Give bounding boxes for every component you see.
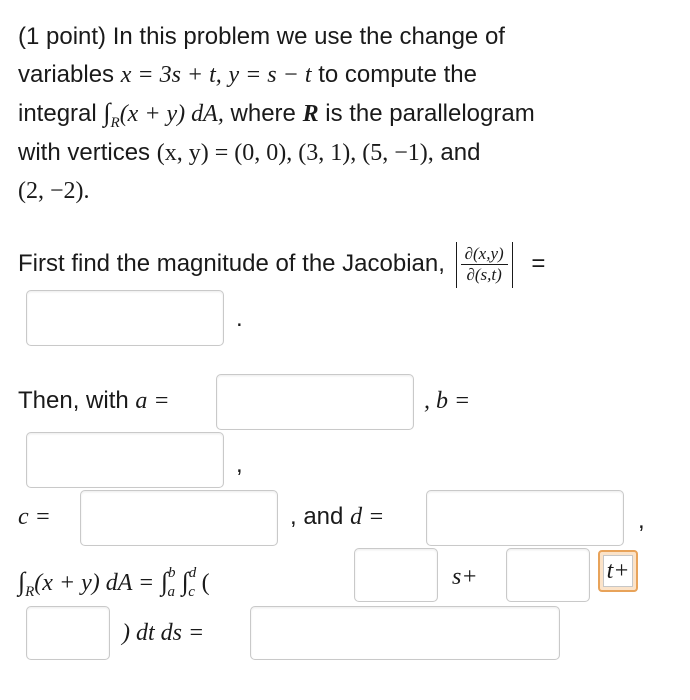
problem-line-4: [18, 138, 480, 168]
inner-upper-bound: d: [188, 565, 197, 581]
parallelogram-text: is the parallelogram: [325, 100, 535, 127]
lhs-expression: (x + y) dA =: [34, 570, 155, 596]
vertices-expression: (x, y) = (0, 0), (3, 1), (5, −1),: [156, 140, 434, 166]
and-d-line: [290, 502, 384, 532]
comma-after-b: ,: [236, 451, 243, 478]
integral-expression: (x + y) dA,: [119, 101, 224, 127]
and-text-2: , and: [290, 503, 344, 530]
s-plus-text: s+: [452, 564, 478, 590]
then-with-line: [18, 386, 170, 416]
problem-line-5: [18, 176, 90, 206]
y-equation: y = s − t: [228, 62, 312, 88]
region-subscript-lhs: R: [25, 583, 35, 600]
a-input[interactable]: [216, 374, 414, 430]
outer-upper-bound: b: [168, 565, 176, 581]
inner-lower-bound: c: [188, 583, 195, 600]
t-coefficient-input[interactable]: [506, 548, 590, 602]
d-label: d =: [350, 504, 385, 530]
b-input[interactable]: [26, 432, 224, 488]
integral-symbol-lhs: ∫: [18, 567, 26, 596]
last-vertex: (2, −2).: [18, 178, 90, 204]
integral-result-input[interactable]: [250, 606, 560, 660]
integral-symbol-inner: ∫: [181, 567, 189, 596]
variables-label: variables: [18, 61, 115, 88]
integral-symbol-outer: ∫: [160, 567, 168, 596]
where-text: where: [230, 100, 296, 127]
compute-text: to compute the: [318, 61, 477, 88]
jacobian-denominator: ∂(s,t): [466, 265, 502, 285]
problem-line-2: [18, 60, 477, 90]
constant-input[interactable]: [26, 606, 110, 660]
jacobian-prompt: First find the magnitude of the Jacobian,: [18, 250, 445, 277]
outer-lower-bound: a: [167, 583, 175, 600]
t-plus-tag[interactable]: [598, 550, 638, 592]
t-plus-text: t+: [603, 555, 633, 587]
final-integral-lhs: [18, 562, 210, 607]
s-coefficient-input[interactable]: [354, 548, 438, 602]
points-label: (1 point): [18, 23, 107, 50]
intro-text: In this problem we use the change of: [112, 23, 505, 50]
d-input[interactable]: [426, 490, 624, 546]
problem-line-3: [18, 98, 535, 138]
jacobian-fraction: [461, 244, 508, 285]
x-equation: x = 3s + t,: [120, 62, 222, 88]
c-label: c =: [18, 504, 51, 530]
region-subscript: R: [110, 114, 120, 131]
abs-bar-left: [456, 242, 457, 288]
jacobian-equals: =: [531, 250, 546, 277]
integral-symbol: ∫: [103, 98, 111, 127]
problem-line-1: [18, 22, 505, 52]
comma-after-d: ,: [638, 507, 645, 534]
jacobian-line: [18, 236, 545, 292]
then-with-text: Then, with: [18, 387, 129, 414]
close-text: ) dt ds =: [122, 620, 205, 646]
b-label: , b =: [424, 388, 471, 414]
a-label: a =: [135, 388, 170, 414]
c-input[interactable]: [80, 490, 278, 546]
and-text: and: [440, 139, 481, 166]
jacobian-input[interactable]: [26, 290, 224, 346]
abs-bar-right: [512, 242, 513, 288]
jacobian-numerator: ∂(x,y): [461, 244, 508, 265]
jacobian-period: .: [236, 305, 243, 332]
with-vertices-text: with vertices: [18, 139, 151, 166]
integral-label: integral: [18, 100, 97, 127]
open-paren: (: [201, 570, 210, 596]
region-var: R: [302, 101, 319, 127]
